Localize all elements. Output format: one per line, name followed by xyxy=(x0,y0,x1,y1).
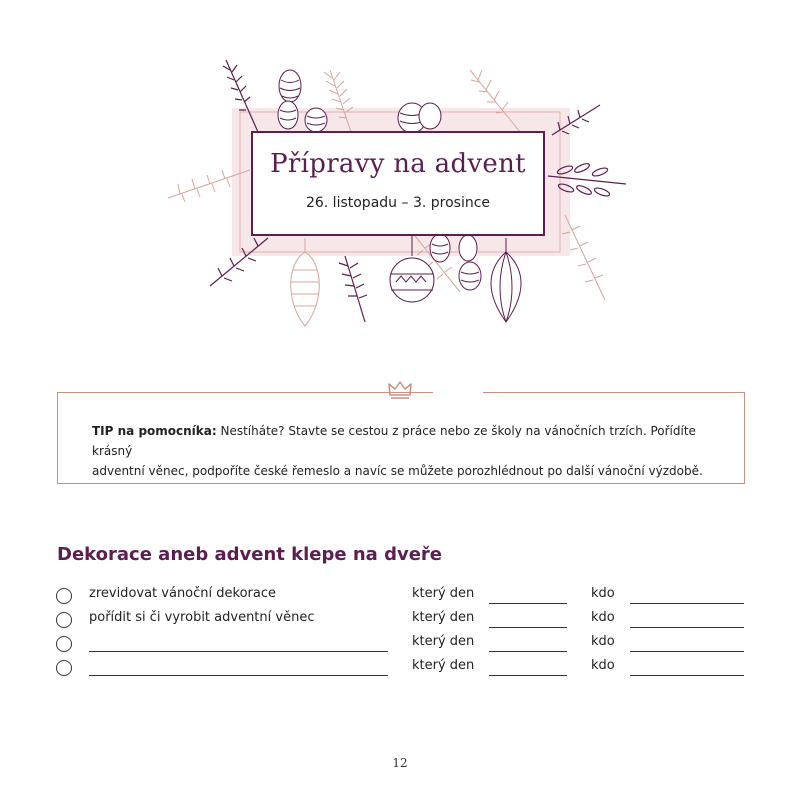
tip-box xyxy=(57,392,745,484)
which-day-label: který den xyxy=(412,658,475,673)
task-text: pořídit si či vyrobit adventní věnec xyxy=(89,610,315,625)
tip-text-line1: Nestíháte? Stavte se cestou z práce nebo ze školy na vánočních trzích. Pořídíte krásný xyxy=(92,424,696,458)
tip-text xyxy=(92,421,712,481)
section-heading: Dekorace aneb advent klepe na dveře xyxy=(57,544,442,565)
which-day-label: který den xyxy=(412,586,475,601)
crown-icon xyxy=(386,379,414,401)
task-blank[interactable] xyxy=(89,675,388,676)
page-number: 12 xyxy=(392,756,408,770)
tip-text-line2: adventní věnec, podpoříte české řemeslo a navíc se můžete porozhlédnout po další vánoční výzdobě. xyxy=(92,464,703,478)
frame-gap xyxy=(433,387,483,399)
task-checkbox[interactable] xyxy=(56,612,72,628)
who-blank[interactable] xyxy=(630,603,744,604)
day-blank[interactable] xyxy=(489,603,567,604)
who-label: kdo xyxy=(591,586,615,601)
title-card xyxy=(251,131,545,236)
date-range: 26. listopadu – 3. prosince xyxy=(305,195,491,211)
who-blank[interactable] xyxy=(630,627,744,628)
tip-label: TIP na pomocníka: xyxy=(92,424,217,438)
who-label: kdo xyxy=(591,658,615,673)
page-title: Přípravy na advent xyxy=(270,149,526,179)
task-checkbox[interactable] xyxy=(56,636,72,652)
task-blank[interactable] xyxy=(89,651,388,652)
who-blank[interactable] xyxy=(630,675,744,676)
day-blank[interactable] xyxy=(489,627,567,628)
who-label: kdo xyxy=(591,610,615,625)
task-row xyxy=(0,586,800,610)
task-row xyxy=(0,610,800,634)
task-checkbox[interactable] xyxy=(56,588,72,604)
day-blank[interactable] xyxy=(489,651,567,652)
day-blank[interactable] xyxy=(489,675,567,676)
who-label: kdo xyxy=(591,634,615,649)
task-row xyxy=(0,634,800,658)
task-checkbox[interactable] xyxy=(56,660,72,676)
which-day-label: který den xyxy=(412,634,475,649)
who-blank[interactable] xyxy=(630,651,744,652)
task-row xyxy=(0,658,800,682)
task-text: zrevidovat vánoční dekorace xyxy=(89,586,276,601)
which-day-label: který den xyxy=(412,610,475,625)
